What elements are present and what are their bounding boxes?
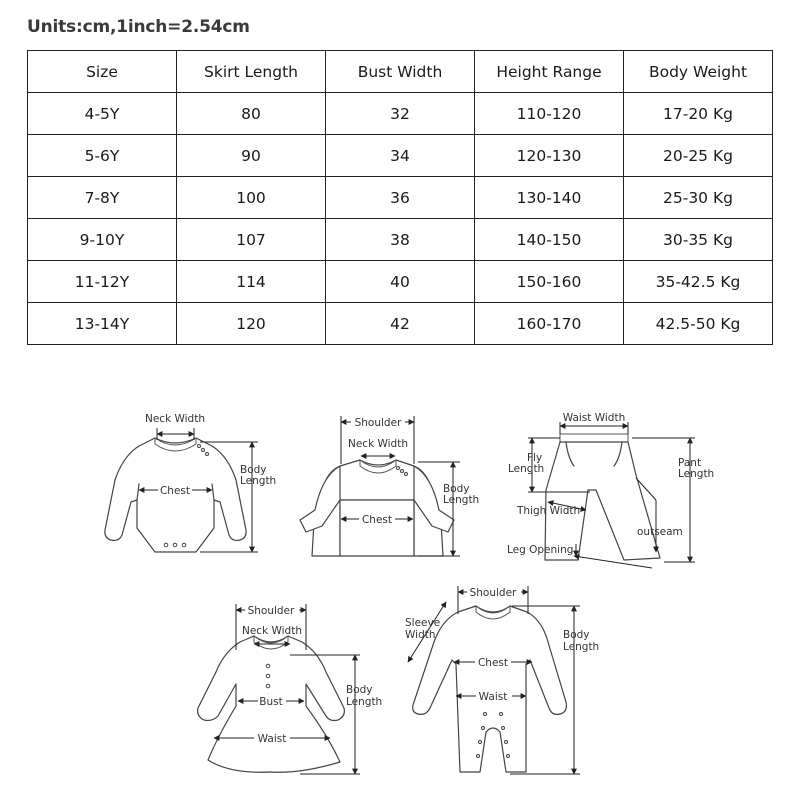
- table-row: [28, 93, 773, 135]
- cell-size: 7-8Y: [28, 177, 177, 219]
- label-shoulder: Shoulder: [247, 605, 295, 617]
- bodysuit-diagram: [105, 413, 276, 552]
- label-shoulder: Shoulder: [354, 417, 402, 429]
- label-fly-length-2: Length: [508, 463, 545, 475]
- cell-body-weight: 25-30 Kg: [624, 177, 773, 219]
- size-table: [27, 50, 773, 345]
- cell-height-range: 160-170: [475, 303, 624, 345]
- label-body-length-2: Length: [443, 494, 480, 506]
- label-outseam: outseam: [637, 526, 683, 538]
- cell-bust-width: 34: [326, 135, 475, 177]
- label-body-length-2: Length: [346, 696, 383, 708]
- cell-skirt-length: 114: [177, 261, 326, 303]
- cell-skirt-length: 80: [177, 93, 326, 135]
- cell-bust-width: 32: [326, 93, 475, 135]
- table-row: [28, 135, 773, 177]
- measurement-diagrams: [0, 380, 800, 800]
- label-body-length-2: Length: [563, 641, 600, 653]
- cell-skirt-length: 100: [177, 177, 326, 219]
- label-fly-length: Fly: [527, 452, 543, 464]
- cell-bust-width: 38: [326, 219, 475, 261]
- label-body-length: Body: [563, 629, 590, 641]
- table-row: [28, 303, 773, 345]
- label-body-length: Body: [346, 684, 373, 696]
- cell-skirt-length: 107: [177, 219, 326, 261]
- cell-height-range: 140-150: [475, 219, 624, 261]
- cell-body-weight: 17-20 Kg: [624, 93, 773, 135]
- cell-bust-width: 40: [326, 261, 475, 303]
- header-height-range: Height Range: [475, 51, 624, 93]
- label-chest: Chest: [159, 485, 191, 497]
- dress-diagram: [198, 603, 383, 774]
- cell-size: 5-6Y: [28, 135, 177, 177]
- romper-diagram: [405, 585, 599, 774]
- pants-waistband: [560, 434, 628, 442]
- cell-body-weight: 20-25 Kg: [624, 135, 773, 177]
- label-sleeve-width-2: Width: [405, 629, 436, 641]
- label-bust: Bust: [259, 696, 283, 708]
- cell-height-range: 150-160: [475, 261, 624, 303]
- cell-height-range: 110-120: [475, 93, 624, 135]
- label-pant-length: Pant: [678, 457, 702, 469]
- label-waist-width: Waist Width: [562, 412, 626, 424]
- header-body-weight: Body Weight: [624, 51, 773, 93]
- cell-body-weight: 30-35 Kg: [624, 219, 773, 261]
- label-leg-opening: Leg Opening: [507, 544, 574, 556]
- table-row: [28, 261, 773, 303]
- label-shoulder: Shoulder: [469, 587, 517, 599]
- label-neck-width: Neck Width: [241, 625, 303, 637]
- cell-body-weight: 42.5-50 Kg: [624, 303, 773, 345]
- label-body-length-2: Length: [240, 475, 277, 487]
- cell-body-weight: 35-42.5 Kg: [624, 261, 773, 303]
- shirt-diagram: [300, 415, 479, 556]
- table-row: [28, 177, 773, 219]
- label-waist: Waist: [257, 733, 287, 745]
- pants-outline: [545, 442, 660, 560]
- cell-height-range: 130-140: [475, 177, 624, 219]
- units-note: Units:cm,1inch=2.54cm: [27, 17, 250, 37]
- label-pant-length-2: Length: [678, 468, 715, 480]
- label-neck-width: Neck Width: [144, 413, 206, 425]
- table-header-row: [28, 51, 773, 93]
- label-waist: Waist: [478, 691, 508, 703]
- label-neck-width: Neck Width: [347, 438, 409, 450]
- label-body-length: Body: [443, 483, 470, 495]
- cell-skirt-length: 120: [177, 303, 326, 345]
- table-row: [28, 219, 773, 261]
- cell-size: 9-10Y: [28, 219, 177, 261]
- header-size: Size: [28, 51, 177, 93]
- cell-size: 11-12Y: [28, 261, 177, 303]
- header-bust-width: Bust Width: [326, 51, 475, 93]
- label-sleeve-width: Sleeve: [405, 617, 441, 629]
- cell-size: 13-14Y: [28, 303, 177, 345]
- label-chest: Chest: [477, 657, 509, 669]
- label-chest: Chest: [361, 514, 393, 526]
- cell-size: 4-5Y: [28, 93, 177, 135]
- label-thigh-width: Thigh Width: [517, 505, 581, 517]
- cell-height-range: 120-130: [475, 135, 624, 177]
- cell-bust-width: 42: [326, 303, 475, 345]
- header-skirt-length: Skirt Length: [177, 51, 326, 93]
- cell-skirt-length: 90: [177, 135, 326, 177]
- pants-diagram: [507, 412, 714, 568]
- label-body-length: Body: [240, 464, 267, 476]
- cell-bust-width: 36: [326, 177, 475, 219]
